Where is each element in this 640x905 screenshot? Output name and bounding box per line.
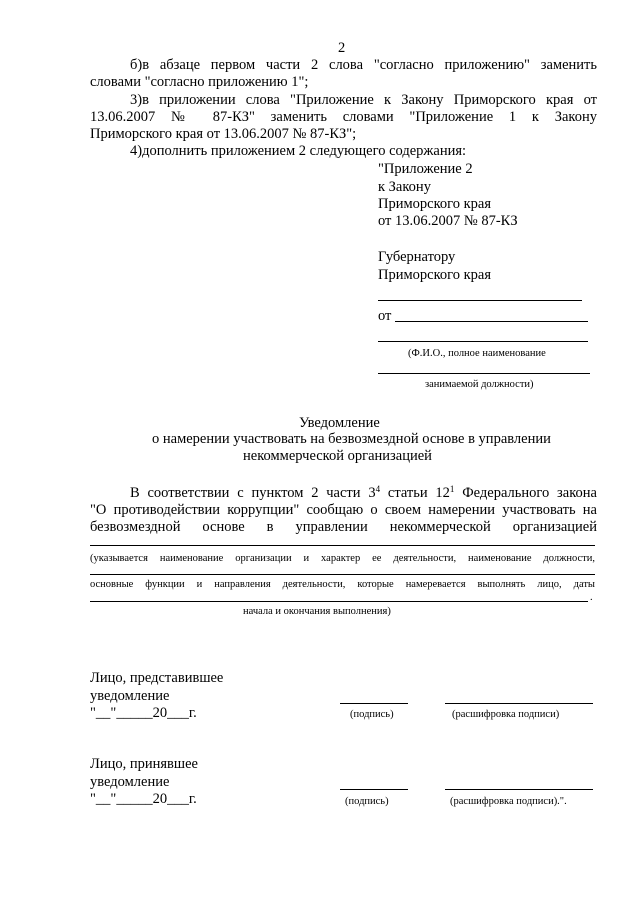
addressee-blank-line-2 bbox=[378, 341, 588, 342]
body-line3: безвозмездной основе в управлении некоммерческой организацией bbox=[90, 519, 597, 535]
body-line1-sup2: 1 bbox=[449, 484, 455, 494]
notice-subtitle-line2: некоммерческой организацией bbox=[243, 448, 432, 464]
appendix-line2: к Закону bbox=[378, 179, 431, 195]
addressee-blank-line bbox=[378, 300, 582, 301]
submitter-decoding-line bbox=[445, 703, 593, 704]
receiver-label-line2: уведомление bbox=[90, 774, 170, 790]
addressee-caption1: (Ф.И.О., полное наименование bbox=[408, 348, 546, 359]
receiver-signature-caption: (подпись) bbox=[345, 796, 389, 807]
body-line1-sup1: 4 bbox=[375, 484, 381, 494]
receiver-decoding-line bbox=[445, 789, 593, 790]
submitter-label-line1: Лицо, представившее bbox=[90, 670, 224, 686]
receiver-date: "__"_____20___г. bbox=[90, 791, 197, 807]
amendment-3-line2: 13.06.2007 № 87-КЗ" заменить словами "Приложение 1 к Закону bbox=[90, 109, 597, 125]
addressee-blank-line-3 bbox=[378, 373, 590, 374]
from-label: от bbox=[378, 308, 392, 324]
amendment-b-line1: б)в абзаце первом части 2 слова "согласно приложению" заменить bbox=[130, 57, 597, 73]
amendment-b-line2: словами "согласно приложению 1"; bbox=[90, 74, 309, 90]
body-caption1: (указывается наименование организации и характер ее деятельности, наименование должности, bbox=[90, 553, 595, 564]
notice-title: Уведомление bbox=[299, 415, 380, 431]
from-blank-line bbox=[395, 321, 588, 322]
submitter-signature-caption: (подпись) bbox=[350, 709, 394, 720]
body-line1 bbox=[130, 485, 597, 502]
appendix-line4: от 13.06.2007 № 87-КЗ bbox=[378, 213, 518, 229]
org-blank-line-1 bbox=[90, 545, 595, 546]
appendix-line1: "Приложение 2 bbox=[378, 161, 473, 177]
body-line1-part-c: Федерального закона bbox=[454, 485, 597, 501]
body-caption3: начала и окончания выполнения) bbox=[243, 606, 391, 617]
receiver-decoding-caption: (расшифровка подписи).". bbox=[450, 796, 567, 807]
receiver-label-line1: Лицо, принявшее bbox=[90, 756, 198, 772]
org-blank-line-3 bbox=[90, 601, 588, 602]
addressee-caption2: занимаемой должности) bbox=[425, 379, 534, 390]
body-line1-part-a: В соответствии с пунктом 2 части 3 bbox=[130, 485, 376, 501]
notice-subtitle-line1: о намерении участвовать на безвозмездной основе в управлении bbox=[152, 431, 551, 447]
body-line1-part-b: статьи 12 bbox=[380, 485, 450, 501]
body-period: . bbox=[590, 592, 593, 603]
submitter-signature-line bbox=[340, 703, 408, 704]
addressee-line2: Приморского края bbox=[378, 267, 492, 283]
amendment-3-line1: 3)в приложении слова "Приложение к Закону Приморского края от bbox=[130, 92, 597, 108]
submitter-decoding-caption: (расшифровка подписи) bbox=[452, 709, 560, 720]
body-line2: "О противодействии коррупции" сообщаю о своем намерении участвовать на bbox=[90, 502, 597, 518]
submitter-date: "__"_____20___г. bbox=[90, 705, 197, 721]
page-number: 2 bbox=[338, 40, 346, 56]
appendix-line3: Приморского края bbox=[378, 196, 492, 212]
amendment-4: 4)дополнить приложением 2 следующего содержания: bbox=[130, 143, 467, 159]
body-caption2: основные функции и направления деятельности, которые намеревается выполнять лицо, даты bbox=[90, 579, 595, 590]
submitter-label-line2: уведомление bbox=[90, 688, 170, 704]
amendment-3-line3: Приморского края от 13.06.2007 № 87-КЗ"; bbox=[90, 126, 357, 142]
org-blank-line-2 bbox=[90, 574, 595, 575]
receiver-signature-line bbox=[340, 789, 408, 790]
addressee-line1: Губернатору bbox=[378, 249, 456, 265]
